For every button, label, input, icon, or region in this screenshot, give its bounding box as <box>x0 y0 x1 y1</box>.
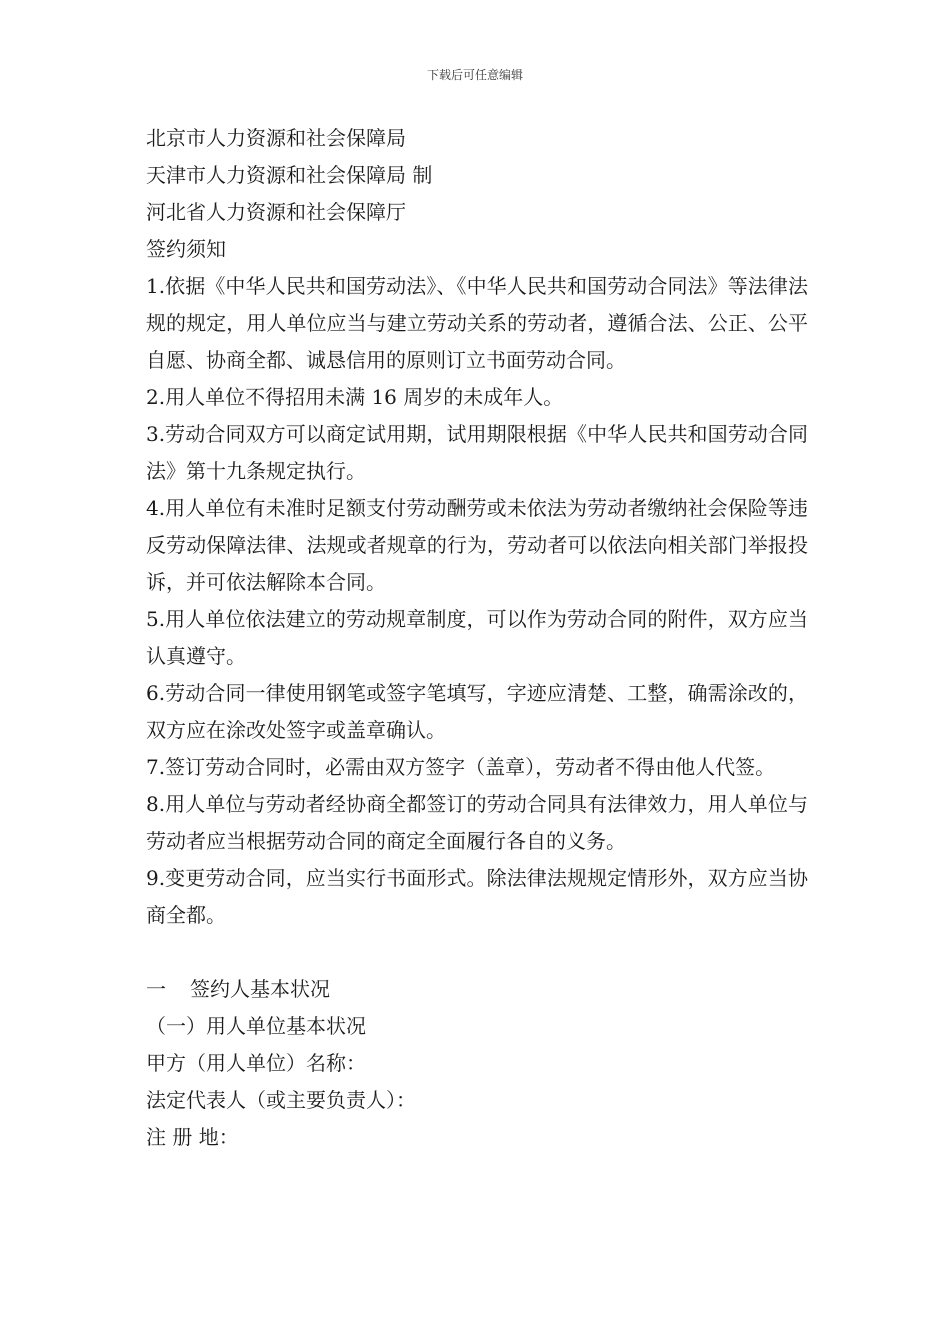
notice-item: 1.依据《中华人民共和国劳动法》、《中华人民共和国劳动合同法》等法律法规的规定，用人单位应当与建立劳动关系的劳动者，遵循合法、公正、公平自愿、协商全都、诚恳信用的原则订立书面劳动合同。 <box>146 274 808 372</box>
spacer <box>146 934 808 971</box>
document-body <box>146 120 808 1156</box>
section-number: 一 <box>146 977 166 1001</box>
notice-item: 5.用人单位依法建立的劳动规章制度，可以作为劳动合同的附件，双方应当认真遵守。 <box>146 607 808 668</box>
notice-item: 2.用人单位不得招用未满 16 周岁的未成年人。 <box>146 385 564 409</box>
notice-item: 4.用人单位有未准时足额支付劳动酬劳或未依法为劳动者缴纳社会保险等违反劳动保障法律、法规或者规章的行为，劳动者可以依法向相关部门举报投诉，并可依法解除本合同。 <box>146 496 808 594</box>
header-note: 下载后可任意编辑 <box>426 68 523 82</box>
issuer-line: 北京市人力资源和社会保障局 <box>146 126 406 150</box>
section-title: 签约人基本状况 <box>190 977 330 1001</box>
notice-item: 8.用人单位与劳动者经协商全都签订的劳动合同具有法律效力，用人单位与劳动者应当根据劳动合同的商定全面履行各自的义务。 <box>146 792 808 853</box>
notice-item: 7.签订劳动合同时，必需由双方签字（盖章），劳动者不得由他人代签。 <box>146 755 776 779</box>
notice-item: 6.劳动合同一律使用钢笔或签字笔填写，字迹应清楚、工整，确需涂改的，双方应在涂改处签字或盖章确认。 <box>146 681 808 742</box>
notice-item: 9.变更劳动合同，应当实行书面形式。除法律法规规定情形外，双方应当协商全都。 <box>146 866 808 927</box>
form-field-label: 法定代表人（或主要负责人）： <box>146 1088 416 1112</box>
form-field-label: 注 册 地： <box>146 1125 239 1149</box>
section-heading <box>146 971 808 1008</box>
subsection-heading: （一）用人单位基本状况 <box>146 1014 366 1038</box>
issuer-line: 河北省人力资源和社会保障厅 <box>146 200 406 224</box>
issuer-line: 天津市人力资源和社会保障局 制 <box>146 163 433 187</box>
form-field-label: 甲方（用人单位）名称： <box>146 1051 366 1075</box>
notice-item: 3.劳动合同双方可以商定试用期，试用期限根据《中华人民共和国劳动合同法》第十九条规定执行。 <box>146 422 808 483</box>
notice-title: 签约须知 <box>146 237 226 261</box>
